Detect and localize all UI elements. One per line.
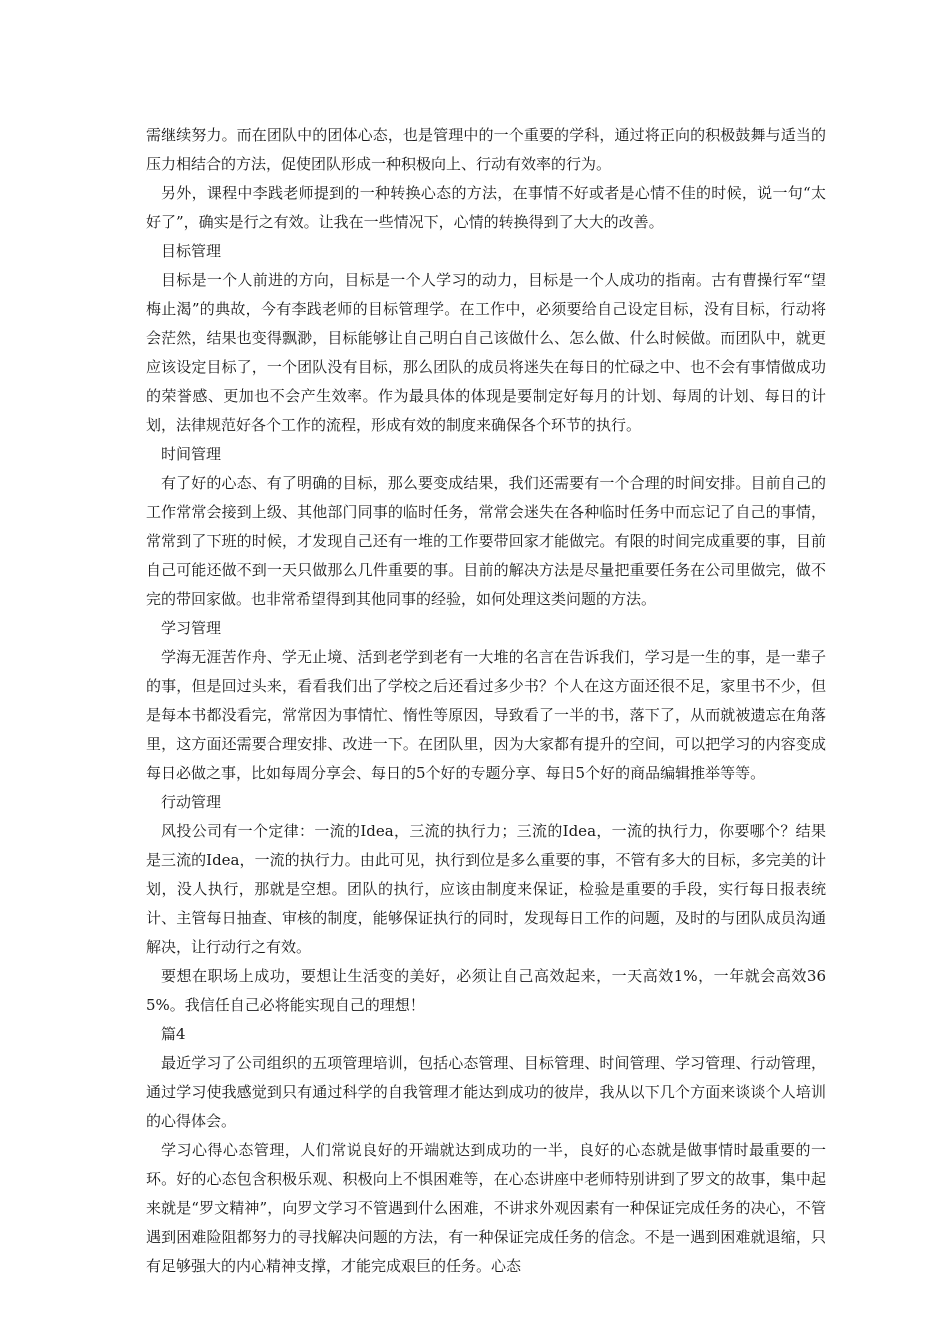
section-heading: 行动管理 [161,793,222,811]
document-page [146,121,826,1281]
paragraph: 风投公司有一个定律：一流的Idea，三流的执行力；三流的Idea，一流的执行力，你要哪个？结果是三流的Idea，一流的执行力。由此可见，执行到位是多么重要的事，不管有多大的目标，多完美的计划，没人执行，那就是空想。团队的执行，应该由制度来保证，检验是重要的手段，实行每日报表统计、主管每日抽查、审核的制度，能够保证执行的同时，发现每日工作的问题，及时的与团队成员沟通解决，让行动行之有效。 [146,822,826,956]
paragraph: 最近学习了公司组织的五项管理培训，包括心态管理、目标管理、时间管理、学习管理、行动管理，通过学习使我感觉到只有通过科学的自我管理才能达到成功的彼岸，我从以下几个方面来谈谈个人培训的心得体会。 [146,1054,826,1130]
section-heading: 学习管理 [161,619,222,637]
paragraph: 目标是一个人前进的方向，目标是一个人学习的动力，目标是一个人成功的指南。古有曹操行军“望梅止渴”的典故，今有李践老师的目标管理学。在工作中，必须要给自己设定目标，没有目标，行动将会茫然，结果也变得飘渺，目标能够让自己明白自己该做什么、怎么做、什么时候做。而团队中，就更应该设定目标了，一个团队没有目标，那么团队的成员将迷失在每日的忙碌之中、也不会有事情做成功的荣誉感、更加也不会产生效率。作为最具体的体现是要制定好每月的计划、每周的计划、每日的计划，法律规范好各个工作的流程，形成有效的制度来确保各个环节的执行。 [146,271,826,434]
section-heading: 时间管理 [161,445,222,463]
paragraph: 有了好的心态、有了明确的目标，那么要变成结果，我们还需要有一个合理的时间安排。目前自己的工作常常会接到上级、其他部门同事的临时任务，常常会迷失在各种临时任务中而忘记了自己的事情，常常到了下班的时候，才发现自己还有一堆的工作要带回家才能做完。有限的时间完成重要的事，目前自己可能还做不到一天只做那么几件重要的事。目前的解决方法是尽量把重要任务在公司里做完，做不完的带回家做。也非常希望得到其他同事的经验，如何处理这类问题的方法。 [146,474,826,608]
section-heading: 篇4 [161,1025,186,1043]
paragraph: 学海无涯苦作舟、学无止境、活到老学到老有一大堆的名言在告诉我们，学习是一生的事，是一辈子的事，但是回过头来，看看我们出了学校之后还看过多少书？个人在这方面还很不足，家里书不少，但是每本书都没看完，常常因为事情忙、惰性等原因，导致看了一半的书，落下了，从而就被遗忘在角落里，这方面还需要合理安排、改进一下。在团队里，因为大家都有提升的空间，可以把学习的内容变成每日必做之事，比如每周分享会、每日的5个好的专题分享、每日5个好的商品编辑推举等等。 [146,648,826,782]
paragraph: 要想在职场上成功，要想让生活变的美好，必须让自己高效起来，一天高效1%，一年就会高效365%。我信任自己必将能实现自己的理想！ [146,967,826,1014]
paragraph: 另外，课程中李践老师提到的一种转换心态的方法，在事情不好或者是心情不佳的时候，说一句“太好了”，确实是行之有效。让我在一些情况下，心情的转换得到了大大的改善。 [146,184,826,231]
section-heading: 目标管理 [161,242,222,260]
paragraph: 学习心得心态管理，人们常说良好的开端就达到成功的一半，良好的心态就是做事情时最重要的一环。好的心态包含积极乐观、积极向上不惧困难等，在心态讲座中老师特别讲到了罗文的故事，集中起来就是“罗文精神”，向罗文学习不管遇到什么困难，不讲求外观因素有一种保证完成任务的决心，不管遇到困难险阻都努力的寻找解决问题的方法，有一种保证完成任务的信念。不是一遇到困难就退缩，只有足够强大的内心精神支撑，才能完成艰巨的任务。心态 [146,1141,826,1275]
paragraph: 需继续努力。而在团队中的团体心态，也是管理中的一个重要的学科，通过将正向的积极鼓舞与适当的压力相结合的方法，促使团队形成一种积极向上、行动有效率的行为。 [146,126,826,173]
